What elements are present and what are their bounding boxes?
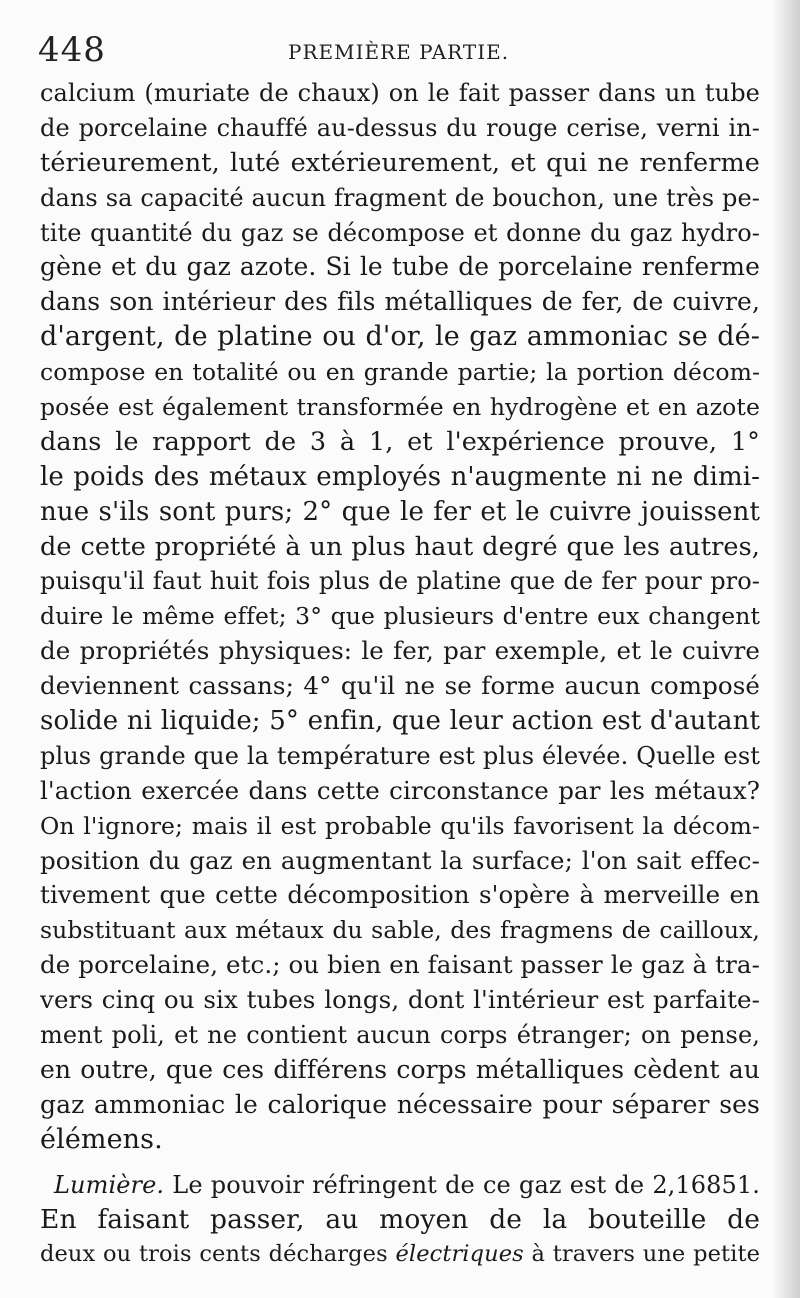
text-line: le poids des métaux employés n'augmente ni ne dimi- <box>40 461 760 492</box>
text-line: position du gaz en augmentant la surface; l'on sait effec- <box>40 845 760 875</box>
lumiere-line-3-start: deux ou trois cents décharges <box>40 1241 396 1268</box>
section-heading-lumiere: Lumière. <box>54 1170 165 1199</box>
text-line: térieurement, luté extérieurement, et qui ne renferme <box>40 147 760 178</box>
text-line: dans sa capacité aucun fragment de bouchon, une très pe- <box>40 183 760 212</box>
text-line: dans le rapport de 3 à 1, et l'expérience prouve, 1° <box>40 426 760 457</box>
text-line: posée est également transformée en hydrogène et en azote <box>40 393 760 422</box>
body-text <box>40 76 760 1272</box>
text-line: de porcelaine, etc.; ou bien en faisant passer le gaz à tra- <box>40 950 760 980</box>
text-line: gaz ammoniac le calorique nécessaire pour séparer ses <box>40 1089 760 1119</box>
text-line: duire le même effet; 3° que plusieurs d'entre eux changent <box>40 602 760 631</box>
lumiere-line-1-text: Le pouvoir réfringent de ce gaz est de 2,16851. <box>164 1170 760 1199</box>
text-line: substituant aux métaux du sable, des fragmens de cailloux, <box>40 916 760 945</box>
text-line: de propriétés physiques: le fer, par exemple, et le cuivre <box>40 636 760 666</box>
text-line: tite quantité du gaz se décompose et donne du gaz hydro- <box>40 218 760 247</box>
text-line: ment poli, et ne contient aucun corps étranger; on pense, <box>40 1021 760 1050</box>
text-line: compose en totalité ou en grande partie; la portion décom- <box>40 358 760 387</box>
text-line: nue s'ils sont purs; 2° que le fer et le cuivre jouissent <box>40 496 760 527</box>
text-line: deviennent cassans; 4° qu'il ne se forme aucun composé <box>40 671 760 701</box>
text-line: dans son intérieur des fils métalliques de fer, de cuivre, <box>40 287 760 317</box>
text-line: l'action exercée dans cette circonstance par les métaux? <box>40 775 760 805</box>
text-line: calcium (muriate de chaux) on le fait passer dans un tube <box>40 79 760 107</box>
text-line-last: élémens. <box>40 1123 163 1155</box>
text-line: tivement que cette décomposition s'opère à merveille en <box>40 880 760 910</box>
page-header <box>38 28 768 78</box>
text-line: plus grande que la température est plus élevée. Quelle est <box>40 741 760 770</box>
text-line: en outre, que ces différens corps métalliques cèdent au <box>40 1054 760 1084</box>
lumiere-line-3-end: à travers une petite <box>523 1241 760 1268</box>
page-number: 448 <box>38 30 106 70</box>
text-line: solide ni liquide; 5° enfin, que leur action est d'autant <box>40 706 760 737</box>
lumiere-line-3 <box>40 1237 760 1272</box>
text-line: On l'ignore; mais il est probable qu'ils favorisent la décom- <box>40 811 760 840</box>
lumiere-line-2: En faisant passer, au moyen de la bouteille de <box>40 1203 760 1235</box>
lumiere-line-1 <box>40 1168 760 1203</box>
page-edge-shadow <box>772 0 800 1298</box>
text-line: de cette propriété à un plus haut degré que les autres, <box>40 531 760 562</box>
text-line: d'argent, de platine ou d'or, le gaz ammoniac se dé- <box>40 321 760 353</box>
text-line: vers cinq ou six tubes longs, dont l'intérieur est parfaite- <box>40 985 760 1015</box>
text-line: puisqu'il faut huit fois plus de platine que de fer pour pro- <box>40 567 760 596</box>
lumiere-italic-word: électriques <box>395 1241 524 1268</box>
text-line: gène et du gaz azote. Si le tube de porcelaine renferme <box>40 252 760 282</box>
running-head: PREMIÈRE PARTIE. <box>288 40 510 64</box>
text-line: de porcelaine chauffé au-dessus du rouge cerise, verni in- <box>40 113 760 142</box>
